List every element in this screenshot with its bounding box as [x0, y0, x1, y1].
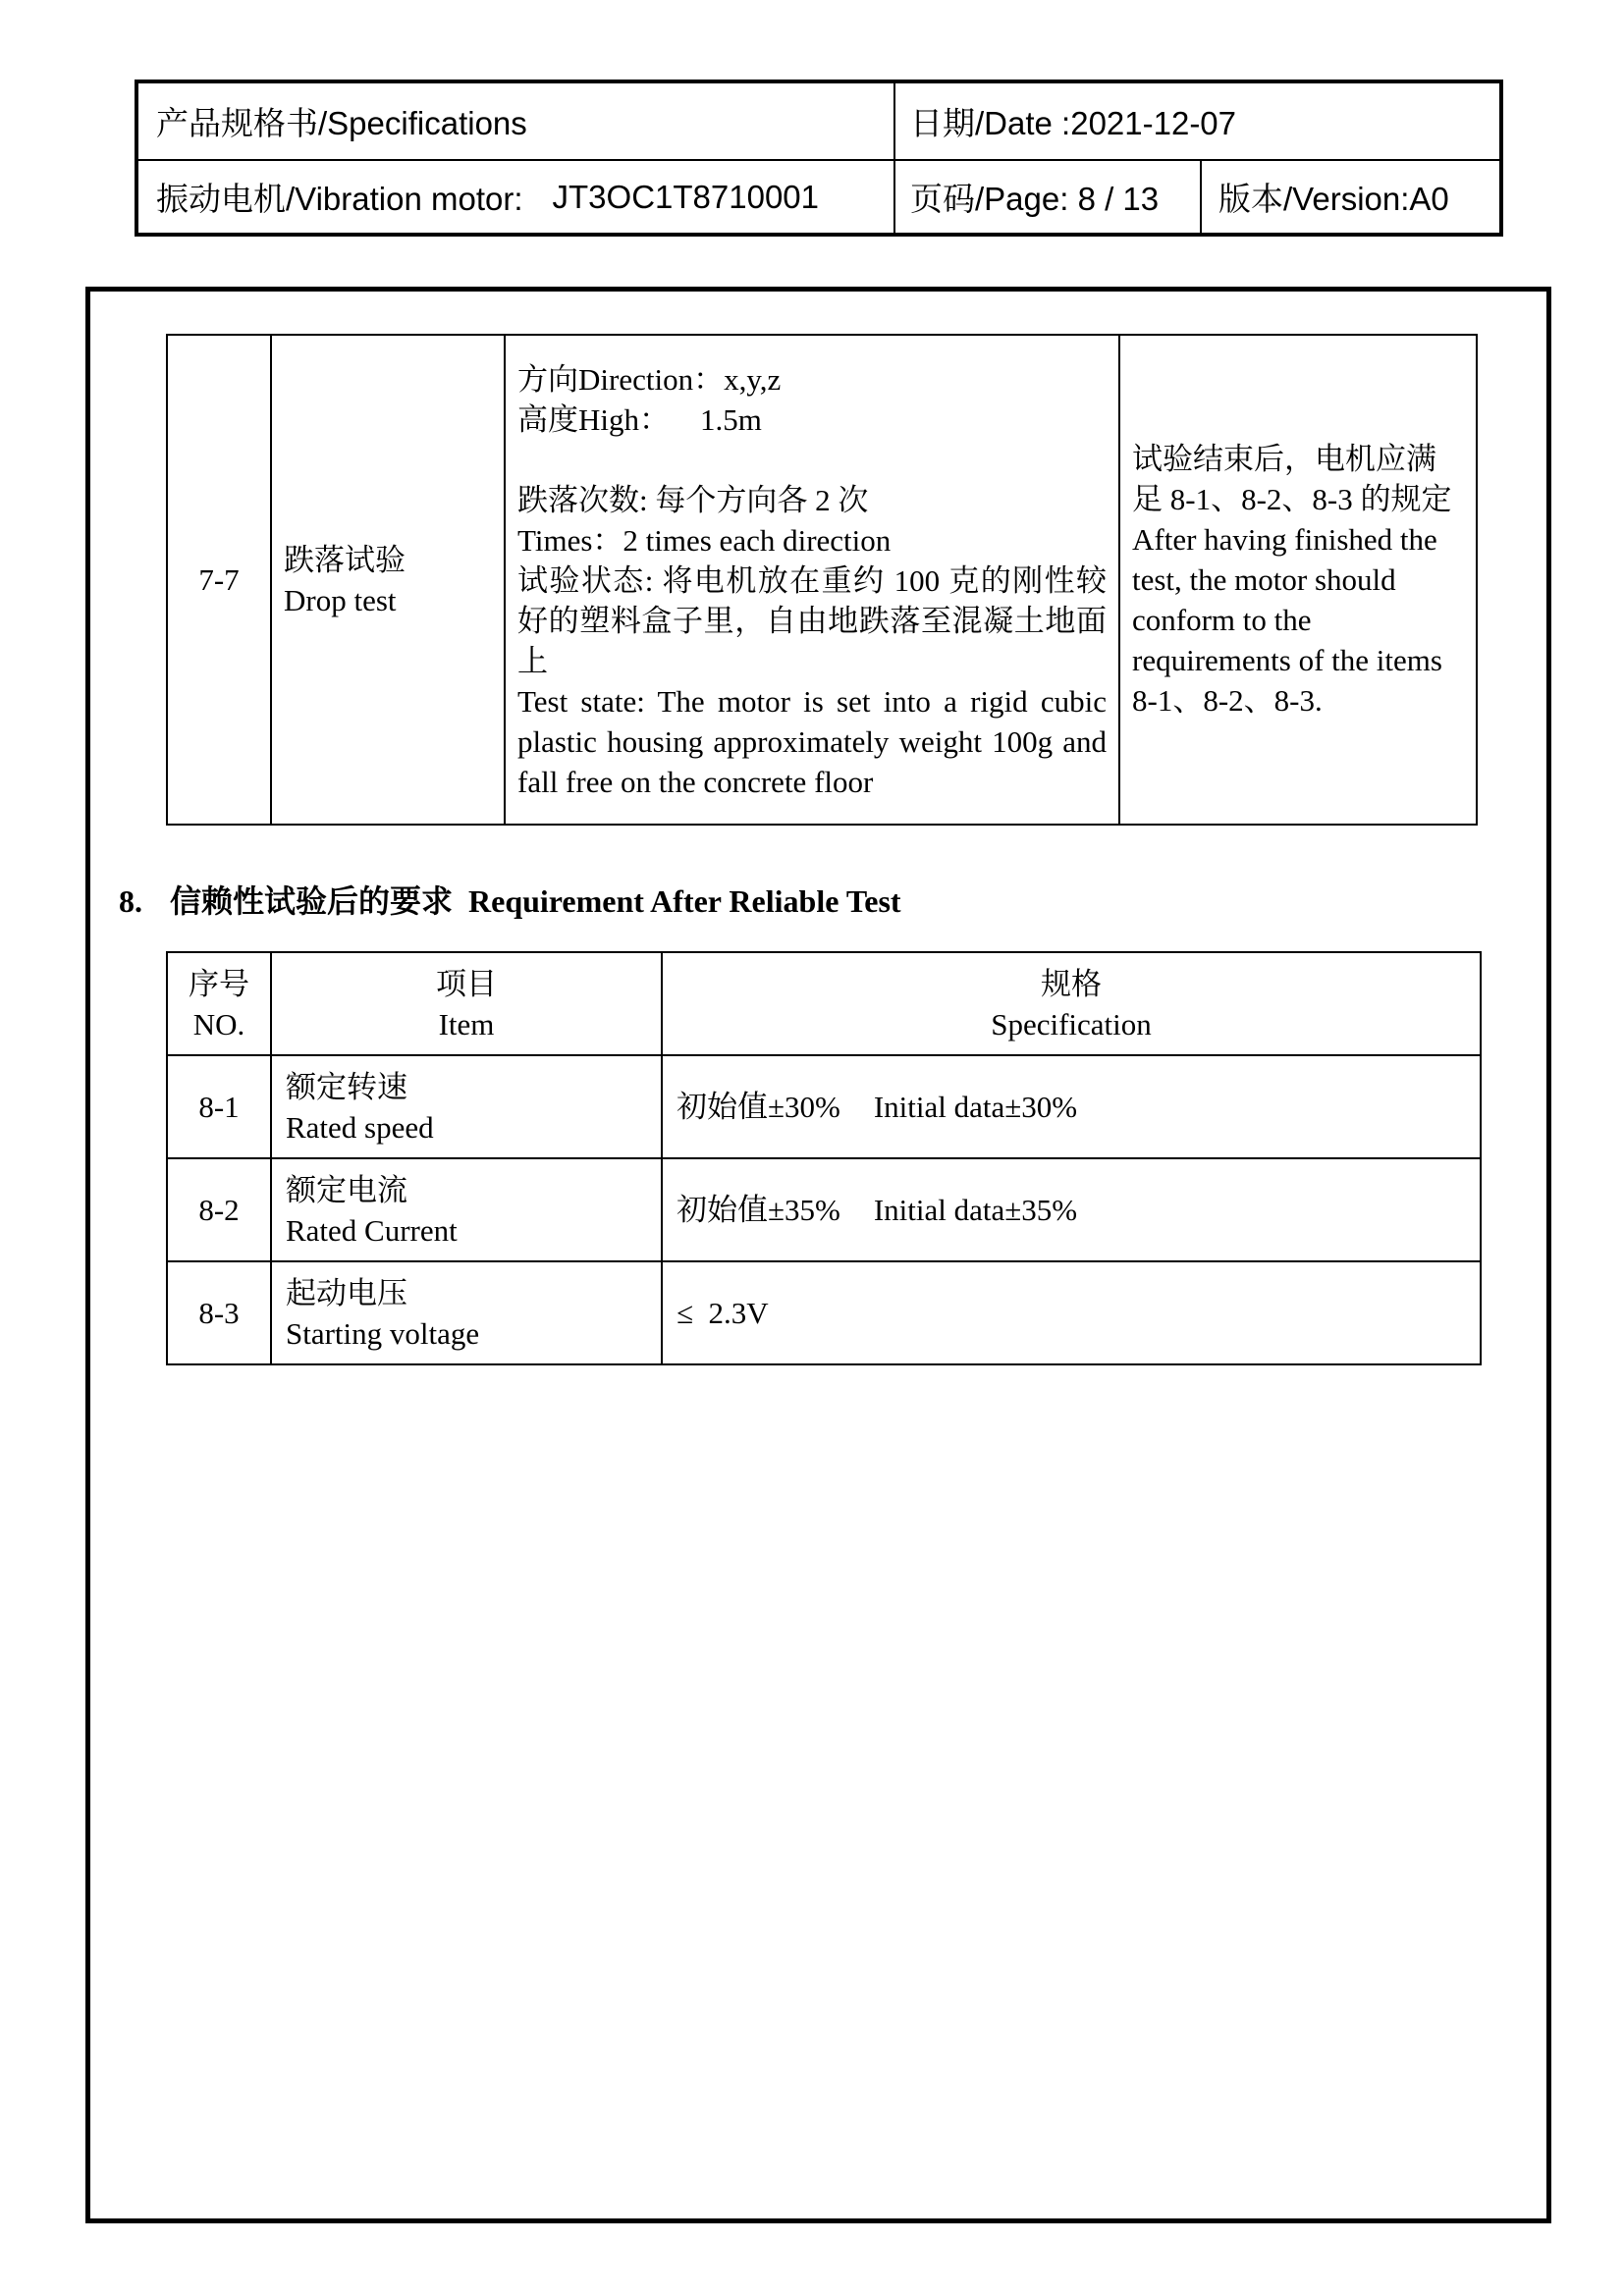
drop-test-table — [166, 334, 1478, 826]
section-number: 8. — [119, 883, 142, 919]
spec-title: 产品规格书/Specifications — [156, 105, 527, 141]
spec-cell — [662, 1261, 1481, 1364]
column-header-spec-cn: 规格 — [1041, 966, 1102, 1001]
item-cell — [271, 1158, 662, 1261]
item-name-en: Starting voltage — [286, 1315, 480, 1351]
column-header-no — [167, 952, 271, 1055]
table-row — [167, 1158, 1481, 1261]
direction-text: 方向Direction：x,y,z — [517, 362, 782, 397]
item-cell — [271, 335, 505, 825]
spec-cn: 初始值±35% — [677, 1193, 840, 1227]
item-name-cn: 额定转速 — [286, 1069, 407, 1104]
spec-cn: ≤ 2.3V — [677, 1296, 769, 1330]
motor-code: JT3OC1T8710001 — [552, 178, 820, 215]
spec-en: Initial data±35% — [873, 1193, 1078, 1227]
test-condition-cell — [505, 335, 1119, 825]
header-divider — [893, 83, 895, 233]
header-divider — [1200, 159, 1202, 233]
column-header-item — [271, 952, 662, 1055]
state-en-text: Test state: The motor is set into a rigid cubic plastic housing approximately weight 100g and fall free on the concrete floor — [517, 684, 1107, 799]
state-cn-text: 试验状态: 将电机放在重约 100 克的刚性较好的塑料盒子里，自由地跌落至混凝土地面上 — [517, 563, 1107, 678]
item-name-en: Drop test — [284, 582, 397, 617]
requirement-cell: 试验结束后，电机应满足 8-1、8-2、8-3 的规定After having finished the test, the motor should conform to the requirements of the items 8-1、8-2、8-3. — [1119, 335, 1477, 825]
document-header — [135, 80, 1503, 237]
column-header-spec-en: Specification — [991, 1006, 1152, 1041]
times-en-text: Times：2 times each direction — [517, 523, 892, 558]
table-header-row — [167, 952, 1481, 1055]
content-frame — [85, 287, 1551, 2223]
section-heading — [119, 877, 901, 922]
row-number: 7-7 — [167, 335, 271, 825]
column-header-spec — [662, 952, 1481, 1055]
motor-field — [156, 161, 819, 233]
column-header-no-en: NO. — [192, 1006, 245, 1041]
page-number: 页码/Page: 8 / 13 — [910, 181, 1160, 217]
column-header-no-cn: 序号 — [189, 966, 249, 1001]
item-name-cn: 额定电流 — [286, 1172, 407, 1207]
item-name-en: Rated Current — [286, 1212, 458, 1248]
row-number: 8-1 — [167, 1055, 271, 1158]
spec-cn: 初始值±30% — [677, 1090, 840, 1124]
version-field: 版本/Version:A0 — [1218, 181, 1449, 217]
date-field: 日期/Date :2021-12-07 — [910, 105, 1237, 141]
item-name-en: Rated speed — [286, 1109, 434, 1145]
spec-en: Initial data±30% — [873, 1090, 1078, 1124]
column-header-item-en: Item — [438, 1006, 495, 1041]
item-name-cn: 起动电压 — [286, 1275, 407, 1310]
height-text: 高度High： 1.5m — [517, 402, 762, 437]
table-row — [167, 1261, 1481, 1364]
row-number: 8-3 — [167, 1261, 271, 1364]
item-cell — [271, 1261, 662, 1364]
item-name-cn: 跌落试验 — [284, 542, 406, 577]
section-title: 信赖性试验后的要求 Requirement After Reliable Test — [170, 883, 901, 919]
column-header-item-cn: 项目 — [436, 966, 497, 1001]
table-row — [167, 335, 1477, 825]
spec-cell — [662, 1158, 1481, 1261]
item-cell — [271, 1055, 662, 1158]
table-row — [167, 1055, 1481, 1158]
times-cn-text: 跌落次数: 每个方向各 2 次 — [517, 483, 869, 517]
motor-label: 振动电机/Vibration motor: — [156, 181, 523, 217]
requirement-table — [166, 951, 1482, 1365]
row-number: 8-2 — [167, 1158, 271, 1261]
spec-cell — [662, 1055, 1481, 1158]
